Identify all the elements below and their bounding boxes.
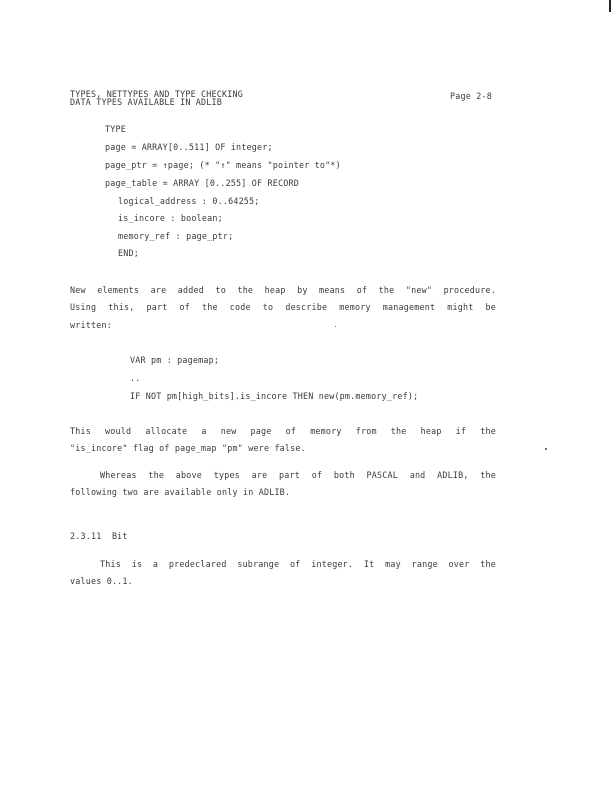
scan-edge-mark — [609, 0, 611, 12]
code-line: page_ptr = ↑page; (* "↑" means "pointer to"*) — [105, 160, 341, 170]
code-line: page_table = ARRAY [0..255] OF RECORD — [105, 178, 299, 188]
scan-speck — [545, 448, 547, 450]
section-title: Bit — [111, 531, 128, 541]
page-number: Page 2-8 — [450, 91, 492, 101]
code-line: .. — [130, 373, 141, 383]
code-line: TYPE — [105, 124, 126, 134]
paragraph-line: This is a predeclared subrange of integer. It may range over the — [100, 559, 496, 569]
paragraph-line: written: — [70, 320, 112, 330]
code-line: memory_ref : page_ptr; — [118, 231, 234, 241]
code-line: is_incore : boolean; — [118, 213, 223, 223]
paragraph-line: Whereas the above types are part of both PASCAL and ADLIB, the — [100, 470, 496, 480]
scan-speck — [335, 326, 336, 327]
paragraph-line: "is_incore" flag of page_map "pm" were false. — [70, 443, 306, 453]
header-title-line-1: TYPES, NETTYPES AND TYPE CHECKING — [70, 89, 243, 99]
paragraph-line: values 0..1. — [70, 576, 133, 586]
paragraph-line: Using this, part of the code to describe memory management might be — [70, 302, 496, 312]
section-number: 2.3.11 — [70, 531, 102, 541]
code-line: VAR pm : pagemap; — [130, 355, 220, 365]
paragraph-line: This would allocate a new page of memory from the heap if the — [70, 426, 496, 436]
paragraph-line: New elements are added to the heap by means of the "new" procedure. — [70, 285, 496, 295]
code-line: logical_address : 0..64255; — [118, 196, 260, 206]
code-line: page = ARRAY[0..511] OF integer; — [105, 142, 273, 152]
code-line: END; — [118, 248, 139, 258]
section-heading — [70, 531, 128, 541]
paragraph-line: following two are available only in ADLIB. — [70, 487, 291, 497]
code-line: IF NOT pm[high_bits].is_incore THEN new(pm.memory_ref); — [130, 391, 419, 401]
header-title-line-2: DATA TYPES AVAILABLE IN ADLIB — [70, 97, 223, 107]
